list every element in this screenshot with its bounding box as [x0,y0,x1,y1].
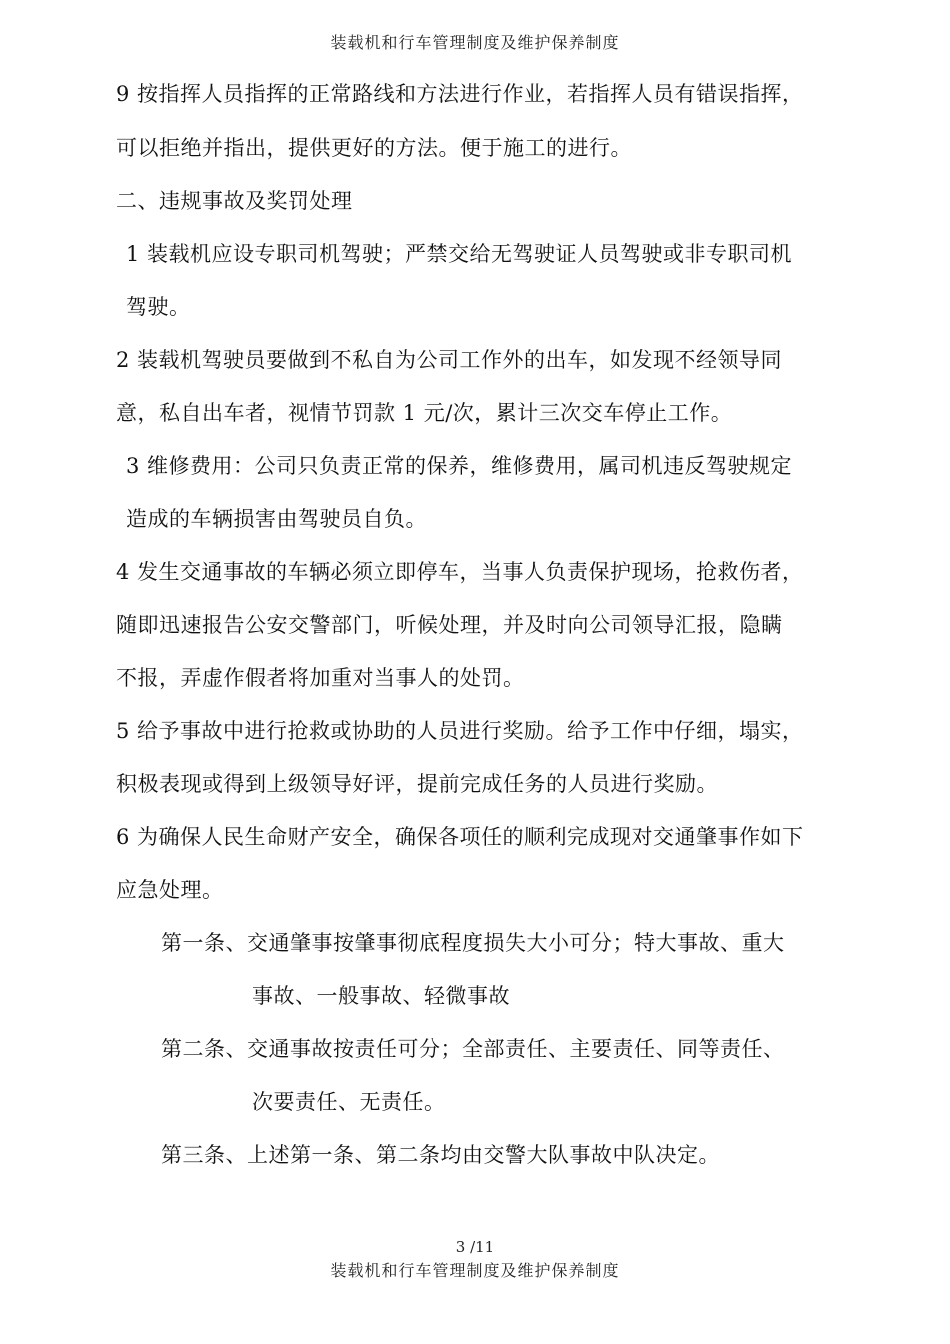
paragraph-line: 6 为确保人民生命财产安全，确保各项任的顺利完成现对交通肇事作如下 [116,825,804,849]
paragraph-line: 积极表现或得到上级领导好评，提前完成任务的人员进行奖励。 [116,772,718,796]
running-header: 装载机和行车管理制度及维护保养制度 [330,33,620,52]
article-line: 事故、一般事故、轻微事故 [252,984,510,1008]
paragraph-line: 1 装载机应设专职司机驾驶；严禁交给无驾驶证人员驾驶或非专职司机 [126,242,793,266]
paragraph-line: 随即迅速报告公安交警部门，听候处理，并及时向公司领导汇报，隐瞒 [116,613,783,637]
paragraph-line: 2 装载机驾驶员要做到不私自为公司工作外的出车，如发现不经领导同 [116,348,783,372]
paragraph-line: 3 维修费用：公司只负责正常的保养，维修费用，属司机违反驾驶规定 [126,454,793,478]
paragraph-line: 意，私自出车者，视情节罚款 1 元/次，累计三次交车停止工作。 [116,401,733,425]
paragraph-line: 造成的车辆损害由驾驶员自负。 [126,507,427,531]
paragraph-line: 可以拒绝并指出，提供更好的方法。便于施工的进行。 [116,136,632,160]
paragraph-line: 不报，弄虚作假者将加重对当事人的处罚。 [116,666,525,690]
article-line: 次要责任、无责任。 [252,1090,446,1114]
article-line: 第二条、交通事故按责任可分；全部责任、主要责任、同等责任、 [161,1037,785,1061]
running-footer: 装载机和行车管理制度及维护保养制度 [330,1261,620,1280]
article-line: 第三条、上述第一条、第二条均由交警大队事故中队决定。 [161,1143,720,1167]
paragraph-line: 驾驶。 [126,295,191,319]
paragraph-line: 9 按指挥人员指挥的正常路线和方法进行作业，若指挥人员有错误指挥， [116,82,804,106]
article-line: 第一条、交通肇事按肇事彻底程度损失大小可分；特大事故、重大 [161,931,785,955]
paragraph-line: 应急处理。 [116,878,224,902]
section-heading: 二、违规事故及奖罚处理 [116,189,353,213]
page-number: 3 /11 [455,1238,495,1256]
paragraph-line: 4 发生交通事故的车辆必须立即停车，当事人负责保护现场，抢救伤者， [116,560,804,584]
paragraph-line: 5 给予事故中进行抢救或协助的人员进行奖励。给予工作中仔细，塌实， [116,719,804,743]
